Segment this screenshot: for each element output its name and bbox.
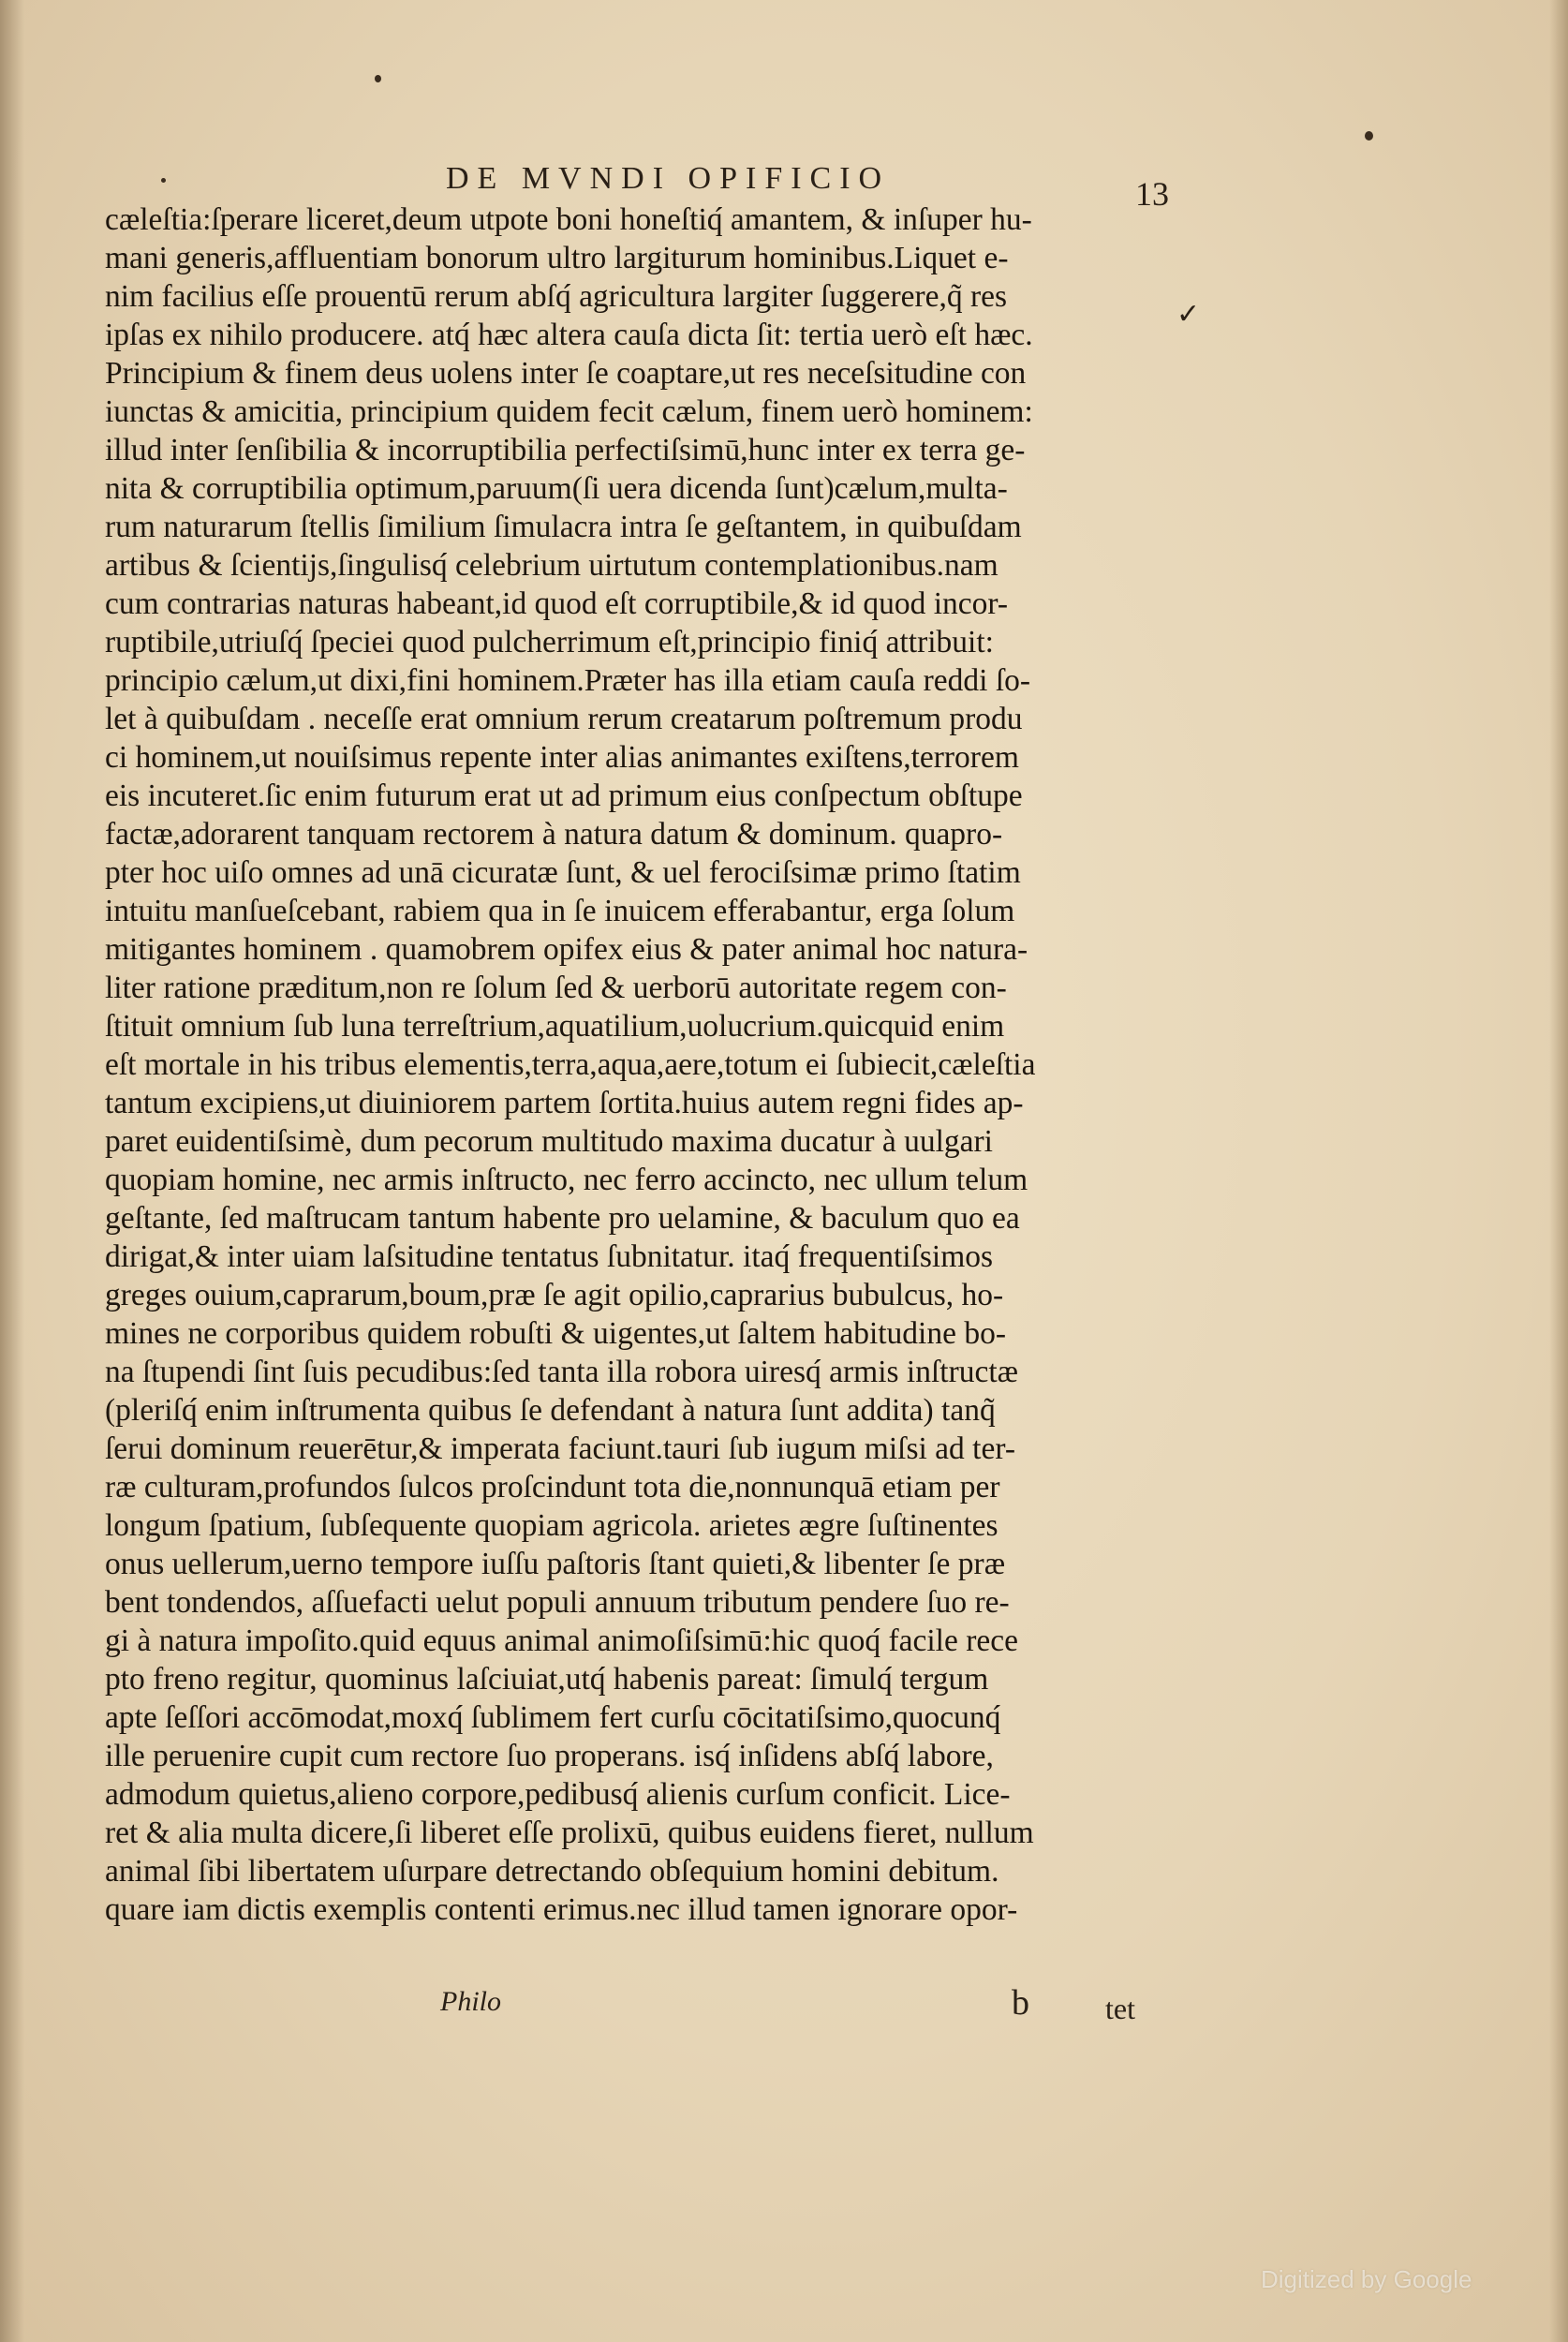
- text-line: mani generis,affluentiam bonorum ultro largiturum hominibus.Liquet e-: [105, 241, 1009, 275]
- text-line: Principium & finem deus uolens inter ſe coaptare,ut res neceſsitudine con: [105, 356, 1027, 391]
- text-line: ſtituit omnium ſub luna terreſtrium,aquatilium,uolucrium.quicquid enim: [105, 1009, 1005, 1044]
- text-line: liter ratione præditum,non re ſolum ſed & uerborū autoritate regem con-: [105, 971, 1007, 1005]
- text-line: eis incuteret.ſic enim futurum erat ut ad primum eius conſpectum obſtupe: [105, 778, 1023, 813]
- catchword: tet: [1105, 1992, 1135, 2025]
- text-line: principio cælum,ut dixi,fini hominem.Præter has illa etiam cauſa reddi ſo-: [105, 663, 1031, 698]
- text-line: factæ,adorarent tanquam rectorem à natura datum & dominum. quapro-: [105, 817, 1003, 852]
- text-line: paret euidentiſsimè, dum pecorum multitudo maxima ducatur à uulgari: [105, 1124, 993, 1159]
- text-line: greges ouium,caprarum,boum,præ ſe agit opilio,caprarius bubulcus, ho-: [105, 1278, 1004, 1312]
- text-line: illud inter ſenſibilia & incorruptibilia perfectiſsimū,hunc inter ex terra ge-: [105, 433, 1026, 467]
- text-line: animal ſibi libertatem uſurpare detrectando obſequium homini debitum.: [105, 1854, 999, 1889]
- text-line: ci hominem,ut nouiſsimus repente inter alias animantes exiſtens,terrorem: [105, 740, 1019, 775]
- text-line: mitigantes hominem . quamobrem opifex eius & pater animal hoc natura-: [105, 932, 1028, 967]
- text-line: cum contrarias naturas habeant,id quod eſt corruptibile,& id quod incor-: [105, 586, 1009, 621]
- text-line: na ſtupendi ſint ſuis pecudibus:ſed tanta illa robora uiresq́ armis inſtructæ: [105, 1355, 1019, 1389]
- signature-mark: b: [1012, 1983, 1029, 2023]
- page-edge-shadow-left: [0, 0, 24, 2342]
- text-line: rum naturarum ſtellis ſimilium ſimulacra intra ſe geſtantem, in quibuſdam: [105, 510, 1022, 544]
- text-line: apte ſeſſori accōmodat,moxq́ ſublimem fert curſu cōcitatiſsimo,quocunq́: [105, 1700, 1001, 1735]
- text-line: ſerui dominum reuerētur,& imperata faciunt.tauri ſub iugum miſsi ad ter-: [105, 1431, 1015, 1466]
- text-line: bent tondendos, aſſuefacti uelut populi annuum tributum pendere ſuo re-: [105, 1585, 1010, 1620]
- ink-speck: [1365, 131, 1373, 141]
- text-line: pter hoc uiſo omnes ad unā cicuratæ ſunt, & uel ferociſsimæ primo ſtatim: [105, 855, 1021, 890]
- text-line: ipſas ex nihilo producere. atq́ hæc altera cauſa dicta ſit: tertia uerò eſt hæc.: [105, 318, 1033, 352]
- text-line: cæleſtia:ſperare liceret,deum utpote boni honeſtiq́ amantem, & inſuper hu-: [105, 202, 1032, 237]
- text-line: ræ culturam,profundos ſulcos proſcindunt tota die,nonnunquā etiam per: [105, 1470, 1000, 1505]
- text-line: (pleriſq́ enim inſtrumenta quibus ſe defendant à natura ſunt addita) tanq̃: [105, 1393, 996, 1428]
- text-line: ret & alia multa dicere,ſi liberet eſſe prolixū, quibus euidens fieret, nullum: [105, 1816, 1034, 1850]
- margin-check-mark: ✓: [1176, 299, 1201, 330]
- text-line: tantum excipiens,ut diuiniorem partem ſortita.huius autem regni fides ap-: [105, 1086, 1024, 1120]
- running-head: DE MVNDI OPIFICIO: [446, 161, 891, 196]
- text-line: ille peruenire cupit cum rectore ſuo properans. isq́ inſidens abſq́ labore,: [105, 1739, 994, 1773]
- text-line: pto freno regitur, quominus laſciuiat,utq́ habenis pareat: ſimulq́ tergum: [105, 1662, 989, 1697]
- text-line: mines ne corporibus quidem robuſti & uigentes,ut ſaltem habitudine bo-: [105, 1316, 1007, 1351]
- text-line: eſt mortale in his tribus elementis,terra,aqua,aere,totum ei ſubiecit,cæleſtia: [105, 1047, 1036, 1082]
- text-line: nim facilius eſſe prouentū rerum abſq́ agricultura largiter ſuggerere,q̃ res: [105, 279, 1008, 314]
- text-line: gi à natura impoſito.quid equus animal animoſiſsimū:hic quoq́ facile rece: [105, 1623, 1018, 1658]
- signature-name: Philo: [440, 1986, 501, 2017]
- text-line: quare iam dictis exemplis contenti erimus.nec illud tamen ignorare opor-: [105, 1892, 1018, 1927]
- page-edge-shadow-right: [1549, 0, 1568, 2342]
- text-line: quopiam homine, nec armis inſtructo, nec ferro accincto, nec ullum telum: [105, 1163, 1028, 1197]
- text-line: iunctas & amicitia, principium quidem fecit cælum, finem uerò hominem:: [105, 394, 1033, 429]
- text-line: geſtante, ſed maſtrucam tantum habente pro uelamine, & baculum quo ea: [105, 1201, 1020, 1236]
- digitized-watermark: Digitized by Google: [1261, 2265, 1472, 2293]
- text-line: artibus & ſcientijs,ſingulisq́ celebrium uirtutum contemplationibus.nam: [105, 548, 998, 583]
- text-line: longum ſpatium, ſubſequente quopiam agricola. arietes ægre ſuſtinentes: [105, 1508, 998, 1543]
- text-line: let à quibuſdam . neceſſe erat omnium rerum creatarum poſtremum produ: [105, 702, 1023, 736]
- text-line: intuitu manſueſcebant, rabiem qua in ſe inuicem efferabantur, erga ſolum: [105, 894, 1015, 928]
- text-line: ruptibile,utriuſq́ ſpeciei quod pulcherrimum eſt,principio finiq́ attribuit:: [105, 625, 994, 660]
- ink-speck: [161, 178, 166, 183]
- text-line: dirigat,& inter uiam laſsitudine tentatus ſubnitatur. itaq́ frequentiſsimos: [105, 1239, 994, 1274]
- body-text: [105, 200, 1173, 1929]
- folio-number: 13: [1135, 175, 1169, 213]
- ink-speck: [375, 75, 381, 82]
- text-line: onus uellerum,uerno tempore iuſſu paſtoris ſtant quieti,& libenter ſe præ: [105, 1547, 1006, 1581]
- text-line: nita & corruptibilia optimum,paruum(ſi uera dicenda ſunt)cælum,multa-: [105, 471, 1008, 506]
- text-line: admodum quietus,alieno corpore,pedibusq́ alienis curſum conficit. Lice-: [105, 1777, 1011, 1812]
